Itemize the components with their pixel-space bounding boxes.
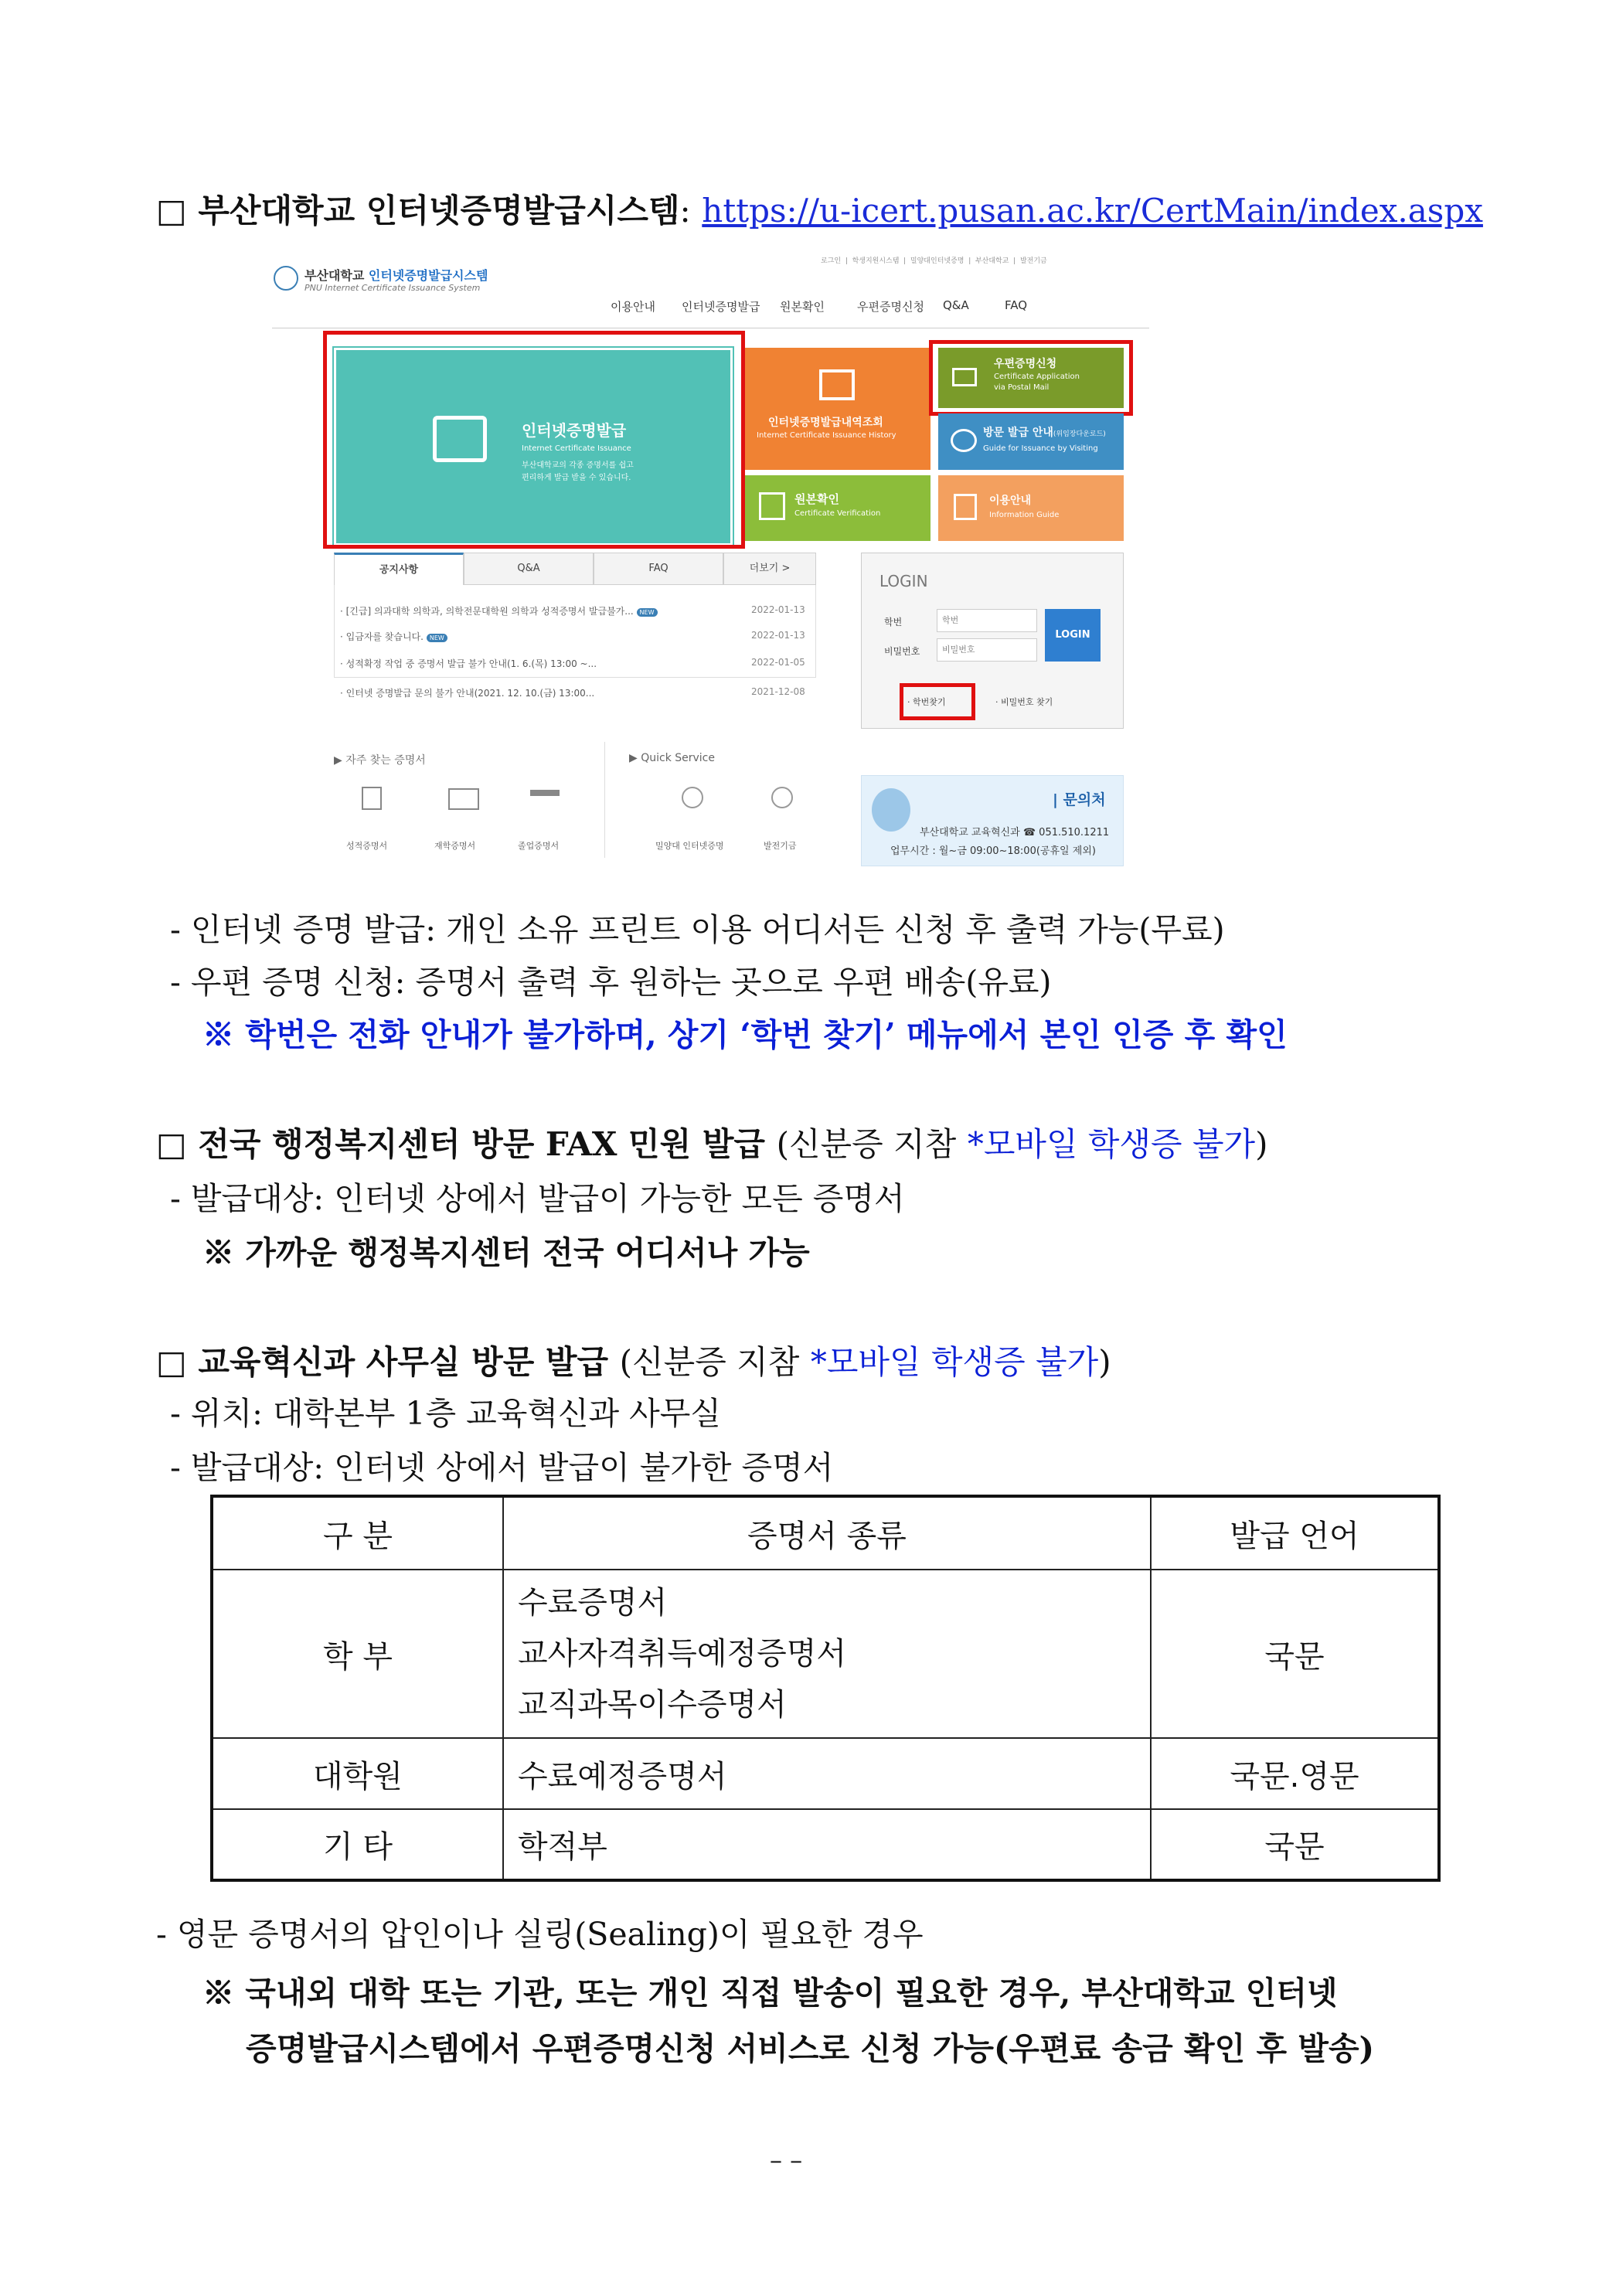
tile-main-en: Internet Certificate Issuance [522, 444, 631, 453]
sec3-item-target: - 발급대상: 인터넷 상에서 발급이 불가한 증명서 [170, 1449, 834, 1486]
top-link-student[interactable]: 학생지원시스템 [852, 257, 900, 265]
top-link-fund[interactable]: 발전기금 [1019, 257, 1047, 265]
quick-item-fund[interactable]: 발전기금 [764, 841, 797, 851]
highlight-postal [929, 340, 1133, 416]
sealing-item: - 영문 증명서의 압인이나 실링(Sealing)이 필요한 경우 [156, 1916, 924, 1953]
header-language: 발급 언어 [1151, 1496, 1439, 1570]
notice-date-1: 2022-01-13 [751, 604, 805, 615]
table-row [212, 1570, 1439, 1738]
id-card-icon [448, 788, 479, 810]
sec1-item-postal: - 우편 증명 신청: 증명서 출력 후 원하는 곳으로 우편 배송(유료) [170, 964, 1052, 1001]
tab-faq[interactable]: FAQ [594, 553, 723, 585]
nav-faq[interactable]: FAQ [1005, 298, 1028, 312]
sec3-item-location: - 위치: 대학본부 1층 교육혁신과 사무실 [170, 1395, 722, 1432]
table-row [212, 1738, 1439, 1809]
sec2-note: ※ 가까운 행정복지센터 전국 어디서나 가능 [202, 1234, 810, 1271]
contact-hours: 업무시간 : 월~금 09:00~18:00(공휴일 제외) [890, 845, 1096, 857]
row-language: 국문 [1151, 1809, 1439, 1880]
tile-visit-sub: (위임장다운로드) [1053, 430, 1106, 438]
new-badge: NEW [427, 634, 447, 642]
tile-history[interactable] [745, 348, 930, 470]
nav-issuance[interactable]: 인터넷증명발급 [682, 300, 760, 314]
tab-qa[interactable]: Q&A [464, 553, 594, 585]
pnu-logo-icon [274, 266, 298, 291]
info-icon [954, 494, 977, 520]
tile-guide-en: Information Guide [989, 511, 1060, 519]
login-title: LOGIN [879, 572, 928, 590]
colon: : [679, 192, 691, 230]
cert-item: 교사자격취득예정증명서 [518, 1636, 847, 1672]
quick-title: ▶ Quick Service [629, 752, 715, 764]
document-stack-icon [819, 369, 855, 400]
freq-title: ▶ 자주 찾는 증명서 [334, 754, 426, 767]
highlight-internet-issuance [323, 331, 745, 549]
row-category: 대학원 [212, 1738, 503, 1809]
tile-history-title: 인터넷증명발급내역조회 [768, 417, 883, 429]
section3-paren-a: (신분증 지참 [619, 1343, 800, 1381]
section3-title: 교육혁신과 사무실 방문 발급 [198, 1343, 609, 1381]
section3-mobile-note: *모바일 학생증 불가 [810, 1343, 1099, 1381]
table-row [212, 1809, 1439, 1880]
notice-date-3: 2022-01-05 [751, 657, 805, 668]
freq-item-enrollment[interactable]: 재학증명서 [434, 841, 476, 851]
freq-item-graduation[interactable]: 졸업증명서 [518, 841, 560, 851]
people-icon [951, 429, 977, 452]
checkbox-square-icon: □ [156, 1125, 187, 1163]
top-links: 로그인 | 학생지원시스템 | 밀양대인터넷증명 | 부산대학교 | 발전기금 [821, 257, 1047, 265]
notice-item-3[interactable]: · 성적확정 작업 중 증명서 발급 불가 안내(1. 6.(목) 13:00 ~... [340, 658, 597, 669]
contact-title: | 문의처 [1053, 791, 1106, 808]
tile-history-en: Internet Certificate Issuance History [757, 431, 896, 440]
cert-item: 수료증명서 [518, 1585, 668, 1621]
sec1-note: ※ 학번은 전화 안내가 불가하며, 상기 ‘학번 찾기’ 메뉴에서 본인 인증 후 확인 [202, 1016, 1288, 1053]
quick-item-miryang[interactable]: 밀양대 인터넷증명 [655, 841, 724, 851]
cert-item: 교직과목이수증명서 [518, 1687, 787, 1723]
section3-paren-c: ) [1098, 1343, 1111, 1381]
site-logo-text: 부산대학교 인터넷증명발급시스템 [304, 268, 488, 283]
tile-guide[interactable] [938, 475, 1124, 541]
section2-title: 전국 행정복지센터 방문 FAX 민원 발급 [198, 1125, 765, 1163]
contact-phone: 부산대학교 교육혁신과 ☎ 051.510.1211 [920, 827, 1110, 838]
nav-qa[interactable]: Q&A [943, 298, 969, 312]
doc-icon [362, 787, 382, 810]
sec1-item-internet: - 인터넷 증명 발급: 개인 소유 프린트 이용 어디서든 신청 후 출력 가능(무료) [170, 911, 1225, 948]
notice-item-1[interactable]: · [긴급] 의과대학 의학과, 의학전문대학원 의학과 성적증명서 발급불가... NEW [340, 604, 658, 617]
notice-item-2[interactable]: · 입금자를 찾습니다. NEW [340, 630, 447, 643]
row-category: 기 타 [212, 1809, 503, 1880]
login-button[interactable]: LOGIN [1045, 609, 1101, 662]
tile-postal-title: 우편증명신청 [994, 358, 1057, 370]
checkbox-square-icon: □ [156, 1343, 187, 1381]
highlight-find-id [900, 683, 975, 720]
header-category: 구 분 [212, 1496, 503, 1570]
section1-heading [156, 185, 1483, 232]
cert-system-link[interactable]: https://u-icert.pusan.ac.kr/CertMain/index.aspx [702, 192, 1483, 230]
sec2-item: - 발급대상: 인터넷 상에서 발급이 가능한 모든 증명서 [170, 1180, 905, 1217]
section2-paren-a: (신분증 지참 [776, 1125, 957, 1163]
tile-visit-en: Guide for Issuance by Visiting [983, 444, 1098, 453]
miryang-emblem-icon [682, 787, 703, 808]
verify-icon [759, 492, 785, 520]
header-cert-type: 증명서 종류 [503, 1496, 1151, 1570]
graduation-cap-icon [530, 790, 560, 807]
nav-guide[interactable]: 이용안내 [611, 300, 655, 314]
student-id-label: 학번 [884, 617, 903, 628]
find-password-link[interactable]: · 비밀번호 찾기 [995, 697, 1053, 707]
top-link-login[interactable]: 로그인 [821, 257, 842, 265]
section2-mobile-note: *모바일 학생증 불가 [967, 1125, 1256, 1163]
password-input[interactable] [937, 638, 1037, 662]
page-number: – – [770, 2145, 803, 2175]
tile-guide-title: 이용안내 [989, 495, 1032, 507]
table-header-row [212, 1496, 1439, 1570]
student-id-input[interactable] [937, 609, 1037, 632]
tile-visit-title: 방문 발급 안내 [983, 427, 1053, 439]
section2-heading [156, 1119, 1268, 1165]
tile-verify-title: 원본확인 [794, 492, 839, 506]
find-student-id-link[interactable]: · 학번찾기 [907, 697, 946, 707]
tile-postal-en2: via Postal Mail [994, 383, 1050, 392]
divider [604, 742, 605, 858]
row-certs: 학적부 [503, 1809, 1151, 1880]
section2-paren-c: ) [1255, 1125, 1268, 1163]
tab-notice[interactable]: 공지사항 [334, 553, 464, 585]
tile-verify-en: Certificate Verification [794, 509, 881, 518]
notice-item-4[interactable]: · 인터넷 증명발급 문의 불가 안내(2021. 12. 10.(금) 13:00... [340, 688, 595, 699]
sealing-note-2: 증명발급시스템에서 우편증명신청 서비스로 신청 가능(우편료 송금 확인 후 발송) [246, 2030, 1374, 2067]
section3-heading [156, 1337, 1111, 1383]
tile-main-desc1: 부산대학교의 각종 증명서를 쉽고 [522, 461, 634, 470]
tile-main-title: 인터넷증명발급 [522, 421, 627, 440]
checkbox-square-icon: □ [156, 192, 187, 230]
contact-person-icon [872, 788, 910, 832]
nav-verify[interactable]: 원본확인 [780, 300, 825, 314]
top-link-miryang[interactable]: 밀양대인터넷증명 [910, 257, 964, 265]
row-certs: 수료예정증명서 [503, 1738, 1151, 1809]
row-language: 국문 [1151, 1570, 1439, 1738]
website-screenshot [272, 247, 1149, 873]
tile-visit[interactable] [938, 413, 1124, 470]
row-language: 국문.영문 [1151, 1738, 1439, 1809]
new-badge: NEW [637, 608, 658, 617]
section1-title: 부산대학교 인터넷증명발급시스템 [198, 192, 680, 230]
row-certs [503, 1570, 1151, 1738]
sealing-note-1: ※ 국내외 대학 또는 기관, 또는 개인 직접 발송이 필요한 경우, 부산대학교 인터넷 [202, 1975, 1338, 2012]
notice-date-4: 2021-12-08 [751, 686, 805, 697]
freq-item-transcript[interactable]: 성적증명서 [346, 841, 388, 851]
globe-icon [771, 787, 793, 808]
row-category: 학 부 [212, 1570, 503, 1738]
password-label: 비밀번호 [884, 646, 920, 657]
tile-verify[interactable] [745, 475, 930, 541]
nav-postal[interactable]: 우편증명신청 [857, 300, 924, 314]
tab-more[interactable]: 더보기 > [723, 553, 816, 585]
tile-postal-en1: Certificate Application [994, 372, 1080, 381]
site-logo-en: PNU Internet Certificate Issuance System [304, 283, 481, 293]
certificate-table [210, 1495, 1441, 1882]
tile-main-desc2: 편리하게 발급 받을 수 있습니다. [522, 474, 631, 482]
notice-date-2: 2022-01-13 [751, 630, 805, 641]
top-link-pnu[interactable]: 부산대학교 [975, 257, 1009, 265]
